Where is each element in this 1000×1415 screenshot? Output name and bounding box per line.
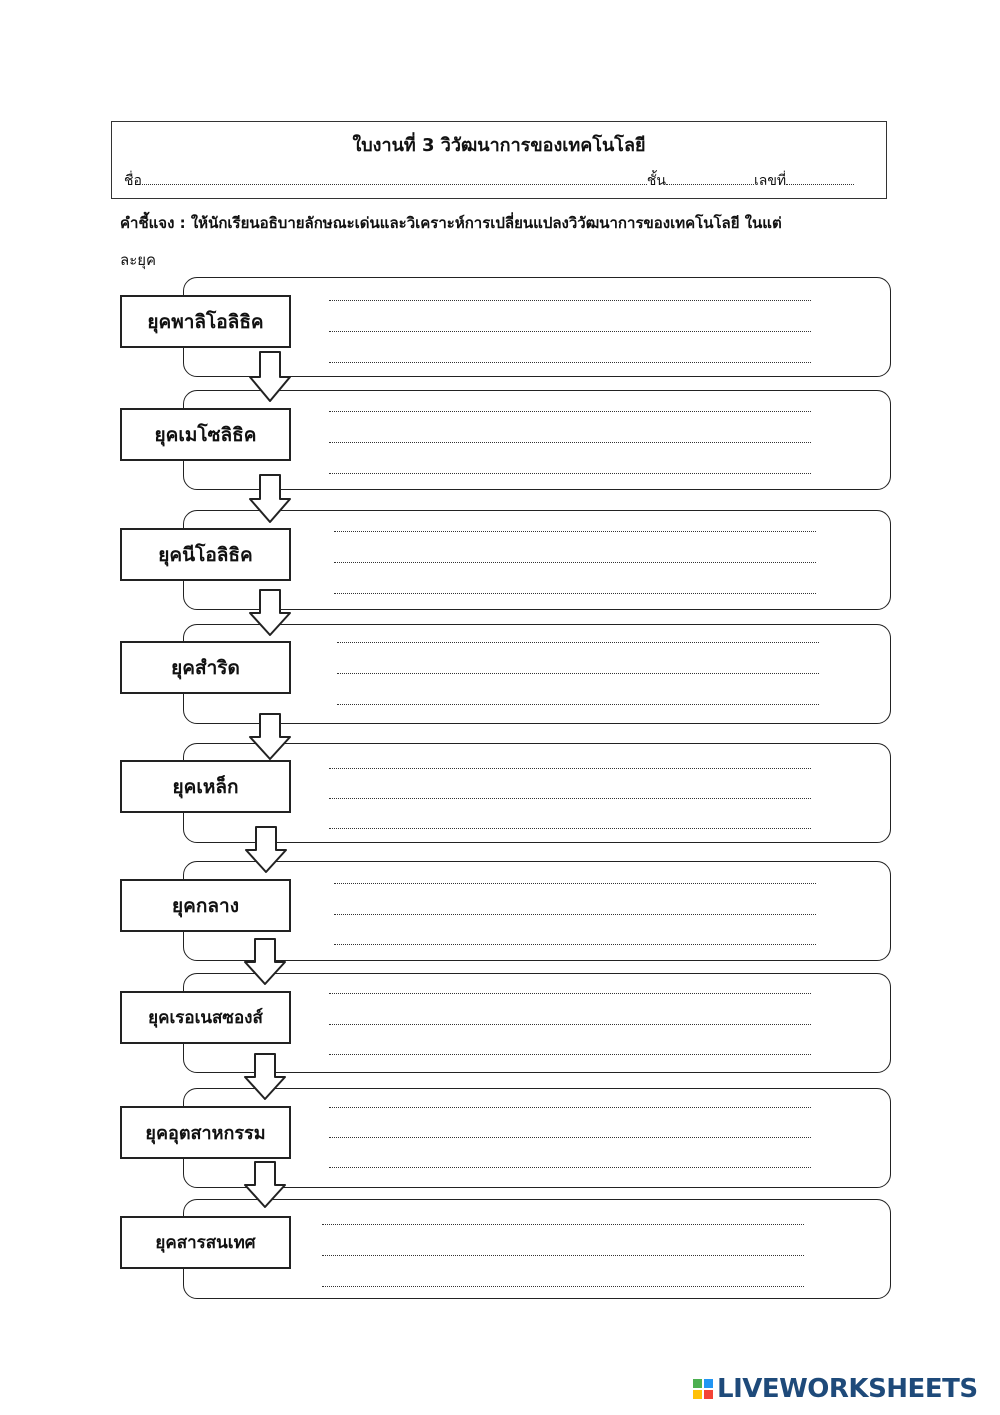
down-arrow-icon [248,589,292,637]
answer-line[interactable] [334,593,816,594]
era-label: ยุคเรอเนสซองส์ [148,1008,263,1028]
era-label: ยุคพาลิโอลิธิค [147,310,264,333]
answer-line[interactable] [337,673,819,674]
name-label: ชื่อ [124,173,142,189]
era-label: ยุคสารสนเทศ [155,1233,256,1253]
answer-line[interactable] [334,914,816,915]
era-label-box [120,641,291,694]
number-field[interactable] [786,184,854,185]
answer-line[interactable] [322,1286,804,1287]
instructions [120,205,880,279]
logo-square [693,1390,702,1399]
era-label-box [120,879,291,932]
answer-line[interactable] [329,1167,811,1168]
answer-line[interactable] [329,798,811,799]
era-label-box [120,1216,291,1269]
answer-line[interactable] [334,531,816,532]
down-arrow-icon [243,1161,287,1209]
answer-line[interactable] [329,828,811,829]
era-label: ยุคอุตสาหกรรม [145,1123,266,1144]
down-arrow-icon [243,938,287,986]
answer-line[interactable] [329,300,811,301]
answer-line[interactable] [334,944,816,945]
worksheet-title: ใบงานที่ 3 วิวัฒนาการของเทคโนโลยี [352,135,646,156]
down-arrow-icon [243,1053,287,1101]
class-field[interactable] [666,184,754,185]
answer-line[interactable] [329,1137,811,1138]
answer-line[interactable] [334,562,816,563]
era-label-box [120,408,291,461]
logo-square [704,1390,713,1399]
era-label-box [120,528,291,581]
answer-line[interactable] [329,473,811,474]
instruction-sub: ละยุค [120,251,157,269]
answer-line[interactable] [329,362,811,363]
answer-line[interactable] [329,993,811,994]
header-box [111,121,887,199]
era-label: ยุคเมโซลิธิค [154,423,257,446]
era-label: ยุคนีโอลิธิค [158,543,253,566]
brand-name: LIVEWORKSHEETS [717,1374,978,1404]
era-label: ยุคสำริด [171,656,240,679]
answer-line[interactable] [329,1054,811,1055]
logo-square [704,1379,713,1388]
era-label-box [120,760,291,813]
instruction-main: คำชี้แจง : ให้นักเรียนอธิบายลักษณะเด่นและวิเคราะห์การเปลี่ยนแปลงวิวัฒนาการของเทคโนโลยี ในแต่ [120,214,782,232]
answer-line[interactable] [337,642,819,643]
down-arrow-icon [248,713,292,761]
answer-line[interactable] [322,1255,804,1256]
era-label-box [120,295,291,348]
class-label: ชั้น [646,173,666,189]
brand-watermark [693,1374,978,1404]
era-label-box [120,1106,291,1159]
era-label-box [120,991,291,1044]
student-info-row [124,170,874,192]
answer-line[interactable] [329,1024,811,1025]
answer-line[interactable] [334,883,816,884]
answer-line[interactable] [329,442,811,443]
down-arrow-icon [244,826,288,874]
down-arrow-icon [248,474,292,524]
name-field[interactable] [142,184,647,185]
era-label: ยุคกลาง [172,894,239,917]
answer-line[interactable] [329,411,811,412]
logo-square [693,1379,702,1388]
era-label: ยุคเหล็ก [172,775,239,798]
answer-line[interactable] [322,1224,804,1225]
answer-line[interactable] [337,704,819,705]
answer-line[interactable] [329,768,811,769]
brand-logo-icon [693,1379,713,1399]
down-arrow-icon [248,351,292,403]
answer-line[interactable] [329,1107,811,1108]
number-label: เลขที่ [754,173,787,189]
answer-line[interactable] [329,331,811,332]
